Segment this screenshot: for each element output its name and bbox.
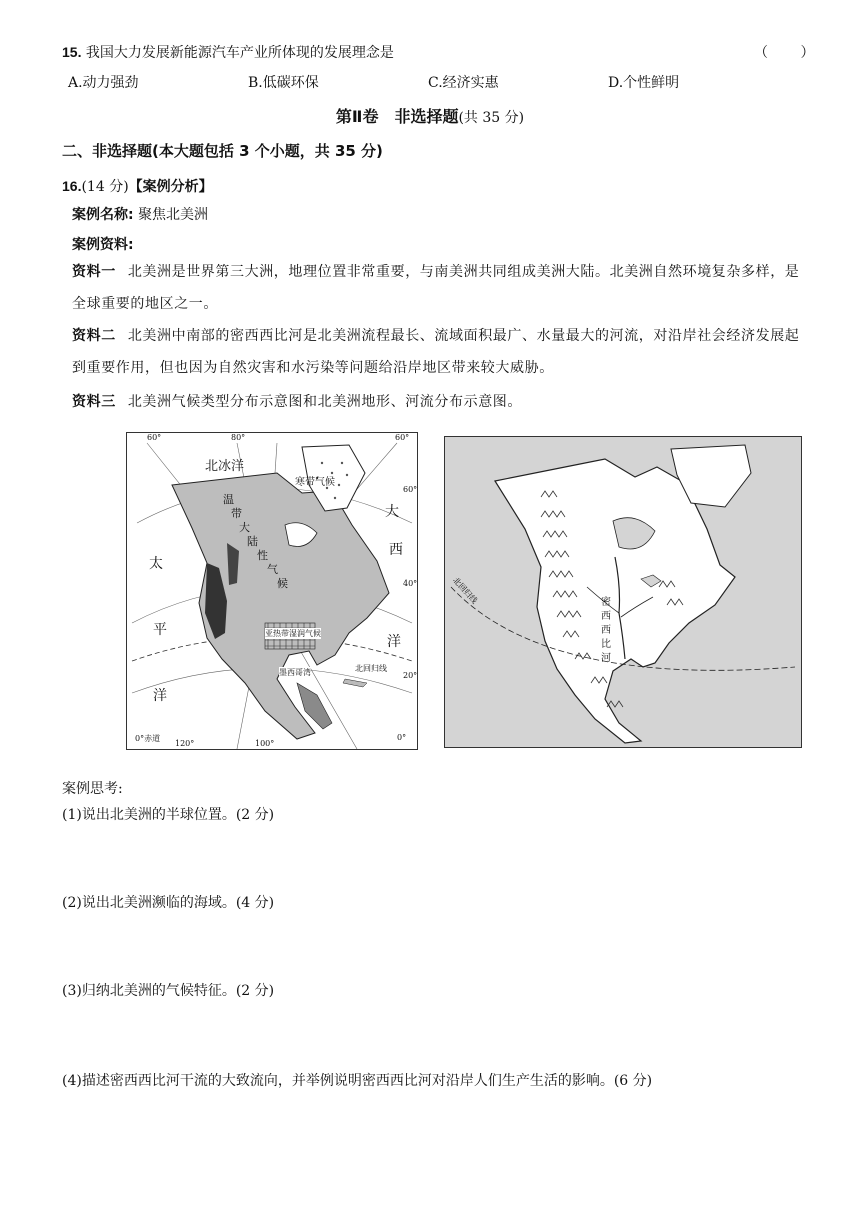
- sub-question-2: (2)说出北美洲濒临的海域。(4 分): [62, 895, 275, 911]
- zone-char-6: 气: [267, 563, 278, 576]
- lat-label-2: 40°: [403, 579, 418, 588]
- terrain-river-map: [444, 436, 802, 748]
- lon-label-2: 80°: [231, 433, 246, 442]
- lon-label-3: 60°: [395, 433, 410, 442]
- label-arctic-ocean: 北冰洋: [205, 459, 245, 474]
- label-polar-climate: 寒带气候: [295, 477, 335, 488]
- case-name-value: 聚焦北美洲: [138, 207, 209, 223]
- material-1-text: 北美洲是世界第三大洲，地理位置非常重要，与南美洲共同组成美洲大陆。北美洲自然环境复杂多样，是全球重要的地区之一。: [72, 264, 800, 312]
- material-2-label: 资料二: [72, 328, 116, 344]
- climate-map: [126, 432, 418, 750]
- option-b: B.低碳环保: [248, 75, 319, 91]
- case-think-label: 案例思考:: [62, 781, 123, 797]
- river-char-3: 西: [601, 625, 611, 636]
- question-number: 15.: [62, 44, 82, 60]
- lon-label-5: 100°: [255, 739, 275, 748]
- question-15-options: [68, 72, 828, 92]
- sub-question-3: (3)归纳北美洲的气候特征。(2 分): [62, 983, 275, 999]
- question-number: 16.: [62, 178, 82, 194]
- label-tropic: 北回归线: [355, 664, 387, 673]
- river-char-1: 密: [601, 597, 611, 608]
- material-3-text: 北美洲气候类型分布示意图和北美洲地形、河流分布示意图。: [127, 394, 523, 410]
- label-tropic-2: 北回归线: [450, 575, 480, 606]
- label-pacific-1: 太: [149, 556, 163, 572]
- section-title-text: 第Ⅱ卷 非选择题: [335, 107, 459, 126]
- zone-char-7: 候: [277, 577, 288, 590]
- label-gulf-mexico: 墨西哥湾: [279, 668, 311, 677]
- label-atlantic-3: 洋: [387, 634, 401, 650]
- option-c: C.经济实惠: [428, 75, 499, 91]
- case-name-row: [72, 204, 208, 224]
- question-16-header: [62, 176, 213, 196]
- material-2: [72, 320, 800, 384]
- zone-char-5: 性: [257, 549, 268, 562]
- option-d: D.个性鲜明: [608, 75, 680, 91]
- lat-label-1: 60°: [403, 485, 418, 494]
- zone-char-2: 带: [231, 507, 242, 520]
- question-points: (14 分): [81, 179, 129, 195]
- case-name-label: 案例名称:: [72, 207, 134, 223]
- material-3: [72, 386, 800, 418]
- case-material-row: [72, 234, 134, 254]
- material-3-label: 资料三: [72, 394, 116, 410]
- label-atlantic-2: 西: [389, 542, 403, 558]
- label-pacific-3: 洋: [153, 688, 167, 704]
- section-title: [0, 104, 860, 127]
- label-atlantic-1: 大: [385, 504, 399, 520]
- river-char-2: 西: [601, 611, 611, 622]
- lon-label-4: 120°: [175, 739, 195, 748]
- label-pacific-2: 平: [153, 622, 167, 638]
- answer-bracket: （ ）: [754, 45, 829, 61]
- climate-map-graphic: [127, 433, 417, 749]
- option-a: A.动力强劲: [68, 75, 139, 91]
- question-15-stem: [62, 42, 394, 62]
- question-tag: 【案例分析】: [128, 179, 213, 195]
- material-1-label: 资料一: [72, 264, 116, 280]
- sub-question-1: (1)说出北美洲的半球位置。(2 分): [62, 807, 275, 823]
- material-1: [72, 256, 800, 320]
- question-text: 我国大力发展新能源汽车产业所体现的发展理念是: [85, 45, 394, 61]
- terrain-map-graphic: [445, 437, 801, 747]
- label-equator: 0°赤道: [135, 734, 161, 743]
- material-2-text: 北美洲中南部的密西西比河是北美洲流程最长、流域面积最广、水量最大的河流，对沿岸社会经济发展起到重要作用，但也因为自然灾害和水污染等问题给沿岸地区带来较大威胁。: [72, 328, 800, 376]
- zone-char-3: 大: [239, 521, 250, 534]
- sub-question-4: (4)描述密西西比河干流的大致流向，并举例说明密西西比河对沿岸人们生产生活的影响。(6 分): [62, 1073, 653, 1089]
- lon-label-1: 60°: [147, 433, 162, 442]
- part-heading: 二、非选择题(本大题包括 3 个小题，共 35 分): [62, 142, 383, 160]
- case-material-label: 案例资料:: [72, 237, 134, 253]
- label-humid-subtropical: 亚热带湿润气候: [265, 629, 321, 638]
- lat-label-4: 0°: [397, 733, 407, 742]
- section-score: (共 35 分): [458, 110, 525, 126]
- river-char-4: 比: [601, 639, 611, 650]
- river-char-5: 河: [601, 653, 611, 664]
- zone-char-1: 温: [223, 493, 234, 506]
- lat-label-3: 20°: [403, 671, 418, 680]
- zone-char-4: 陆: [247, 535, 258, 548]
